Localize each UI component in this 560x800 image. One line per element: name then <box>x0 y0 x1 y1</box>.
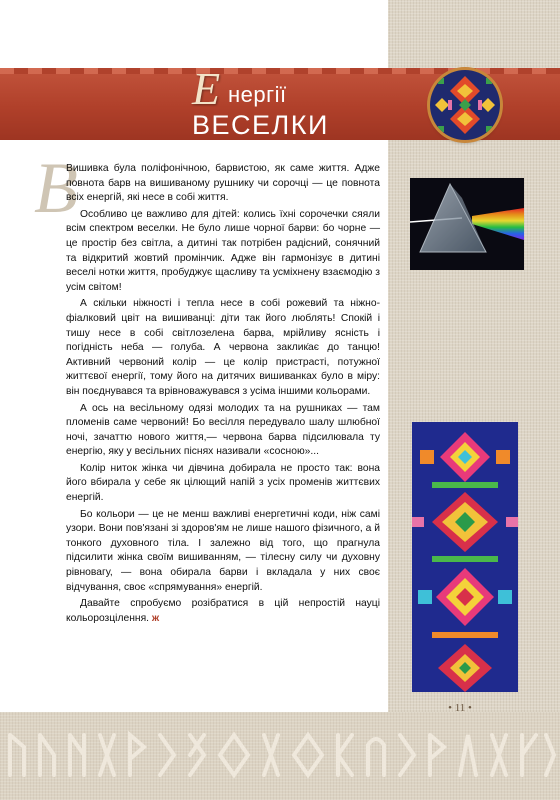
end-mark-icon: ж <box>151 612 160 624</box>
paragraph: Вишивка була поліфонічною, барвистою, як саме життя. Адже повнота барв на вишиваному рушнику чи сорочці — це повнота всіх енергій, які несе в собі життя. <box>66 163 380 204</box>
paragraph-last <box>66 597 380 626</box>
rune-ornament <box>0 725 560 785</box>
title-word-2: ВЕСЕЛКИ <box>192 110 329 140</box>
paragraph: А скільки ніжності і тепла несе в собі рожевий та ніжно-фіалковий цвіт на вишиванці: діти так його люблять! Спокій і тишу несе в собі світлозелена барва, мрійливу ясність і погідність неба — голуба. А червона заклик̇ає до танцю! Активний червоний колір — це колір пристрасті, потужної життєвої енергії, тому його на дитячих вишиванках було в міру: він поєднувався та врівноважувався з усіма іншими кольорами. <box>66 298 380 397</box>
paragraph: Особливо це важливо для дітей: колись їхні сорочечки сяяли всім спектром веселки. Не було лише чорної барви: бо чорне — це простір без світла, а дитині так потрібен радісний, сонячний та відкритий жовтий промінчик. Адже він гармонізує в дитині веселі нотки життя, пробуджує щасливу та усміхнену взаємодію з усім світом! <box>66 208 380 293</box>
paragraph-text: Давайте спробуємо розібратися в цій непростій науці кольорозцілення. <box>66 598 380 624</box>
drop-cap: В <box>34 148 78 228</box>
prism-photo <box>410 178 524 270</box>
paragraph: А ось на весільному одязі молодих та на рушниках — там пломенів саме червоний! Бо весілля передувало шалу шлюбної ночі, зачаттю нового життя,— червона барва підсилювала ту енергію, яку у весільних піснях називали «сосною»... <box>66 402 380 458</box>
article-body <box>66 162 380 628</box>
embroidery-emblem-icon <box>430 70 500 140</box>
page-number: • 11 • <box>448 702 472 714</box>
paragraph: Колір ниток жінка чи дівчина добирала не просто так: вона його вбирала у себе як цілющий напій з усіх променів життєвих енергій. <box>66 462 380 504</box>
title-initial: Е <box>192 63 221 114</box>
title-word-1: нергії <box>228 82 287 107</box>
embroidery-photo <box>412 422 518 692</box>
paragraph: Бо кольори — це не менш важливі енергетичні коди, ніж самі узори. Вони пов'язані зі здоров'ям не лише нашого фізичного, а й тонкого духовного тіла. І залежно від того, що прагнула підсилити жінка своїм вишиванням, — тілесну силу чи духовну рівновагу, — вона обирала барви і вкладала у них своє відчування, своє «спрямування» енергій. <box>66 508 380 593</box>
